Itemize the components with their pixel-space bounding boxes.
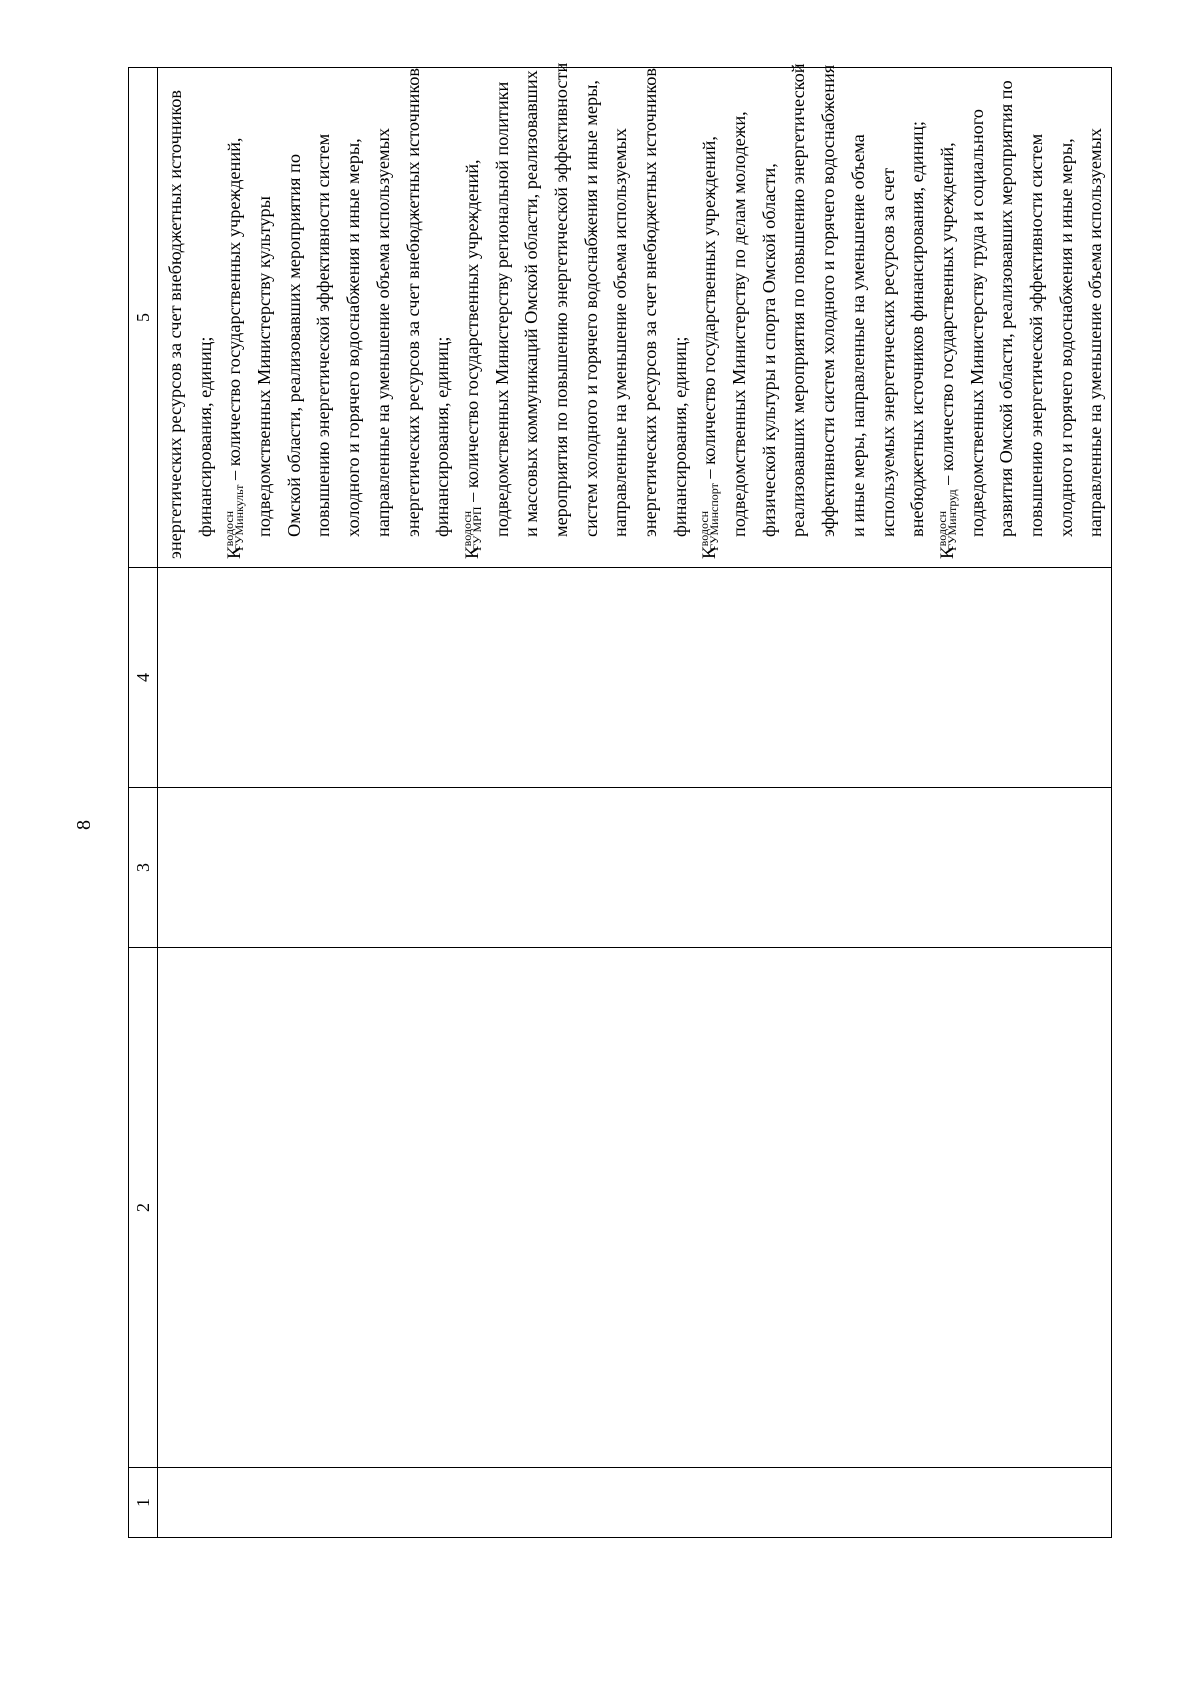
text-line: энергетических ресурсов за счет внебюджетных источников <box>640 67 660 537</box>
text-line: и иные меры, направленные на уменьшение объема <box>847 134 868 537</box>
k-superscript: водосн <box>697 510 712 547</box>
text-line: мероприятия по повышению энергетической эффективности <box>550 62 571 537</box>
k-subscript: ГУМинтруд <box>944 489 959 551</box>
k-symbol: К <box>224 546 246 559</box>
text-line: систем холодного и горячего водоснабжения и иные меры, <box>580 80 601 537</box>
formula-text: – количество государственных учреждений, <box>699 136 720 479</box>
cell-col-5-description <box>158 62 1112 568</box>
text-line: внебюджетных источников финансирования, единиц; <box>907 121 928 537</box>
indicator-table <box>128 62 1112 1538</box>
table-body-row <box>158 68 1112 1538</box>
text-line: направленные на уменьшение объема используемых <box>372 127 393 537</box>
formula-line-minkult <box>220 72 250 559</box>
text-line: энергетических ресурсов за счет внебюджетных источников <box>402 67 423 537</box>
text-line: физической культуры и спорта Омской области, <box>758 163 779 537</box>
text-line: энергетических ресурсов за счет внебюджетных источников <box>165 89 185 559</box>
header-col-3: 3 <box>129 788 158 948</box>
text-line: финансирования, единиц; <box>432 336 453 537</box>
text-line: реализовавших мероприятия по повышению энергетической <box>788 63 809 537</box>
formula-text: – количество государственных учреждений, <box>936 142 957 485</box>
text-line: направленные на уменьшение объема используемых <box>1085 127 1106 537</box>
cell-col-3 <box>158 788 1112 948</box>
page-number: 8 <box>73 820 95 830</box>
header-col-2: 2 <box>129 948 158 1468</box>
text-line: холодного и горячего водоснабжения и иные меры, <box>1055 138 1076 537</box>
formula-text: – количество государственных учреждений, <box>224 137 245 481</box>
text-line: подведомственных Министерству региональной политики <box>491 81 512 537</box>
k-symbol: К <box>699 546 721 559</box>
text-line: и массовых коммуникаций Омской области, реализовавших <box>521 70 542 537</box>
formula-text: – количество государственных учреждений, <box>461 159 482 502</box>
text-line: направленные на уменьшение объема используемых <box>610 127 631 537</box>
k-subscript: ГУМинспорт <box>707 483 722 551</box>
text-line: эффективности систем холодного и горячего водоснабжения <box>818 64 839 537</box>
formula-line-mrp <box>458 72 488 559</box>
formula-line-minsport <box>695 72 725 559</box>
header-col-5: 5 <box>129 68 158 568</box>
k-symbol: К <box>461 546 483 559</box>
k-superscript: водосн <box>459 510 474 547</box>
k-superscript: водосн <box>222 510 237 547</box>
text-line: финансирования, единиц; <box>669 336 690 537</box>
text-line: холодного и горячего водоснабжения и иные меры, <box>343 138 364 537</box>
k-superscript: водосн <box>934 510 949 547</box>
text-line: развития Омской области, реализовавших мероприятия по <box>996 80 1017 537</box>
k-subscript: ГУМинкульт <box>232 484 247 551</box>
text-line: повышению энергетической эффективности систем <box>313 133 334 537</box>
k-subscript: ГУ МРП <box>469 506 484 551</box>
text-line: финансирования, единиц; <box>194 336 215 537</box>
formula-line-mintrud <box>933 72 963 559</box>
rotated-table-container <box>128 62 1106 1538</box>
text-line: подведомственных Министерству культуры <box>254 196 275 537</box>
text-line: повышению энергетической эффективности систем <box>1025 133 1046 537</box>
cell-col-2 <box>158 948 1112 1468</box>
table-header-row <box>129 68 158 1538</box>
k-symbol: К <box>936 546 958 559</box>
text-line: подведомственных Министерству по делам молодежи, <box>729 111 750 537</box>
header-col-4: 4 <box>129 568 158 788</box>
text-line: Омской области, реализовавших мероприятия по <box>283 154 304 537</box>
text-line: используемых энергетических ресурсов за счет <box>877 167 898 537</box>
text-line: подведомственных Министерству труда и социального <box>966 109 987 537</box>
cell-col-1 <box>158 1468 1112 1538</box>
cell-col-4 <box>158 568 1112 788</box>
header-col-1: 1 <box>129 1468 158 1538</box>
